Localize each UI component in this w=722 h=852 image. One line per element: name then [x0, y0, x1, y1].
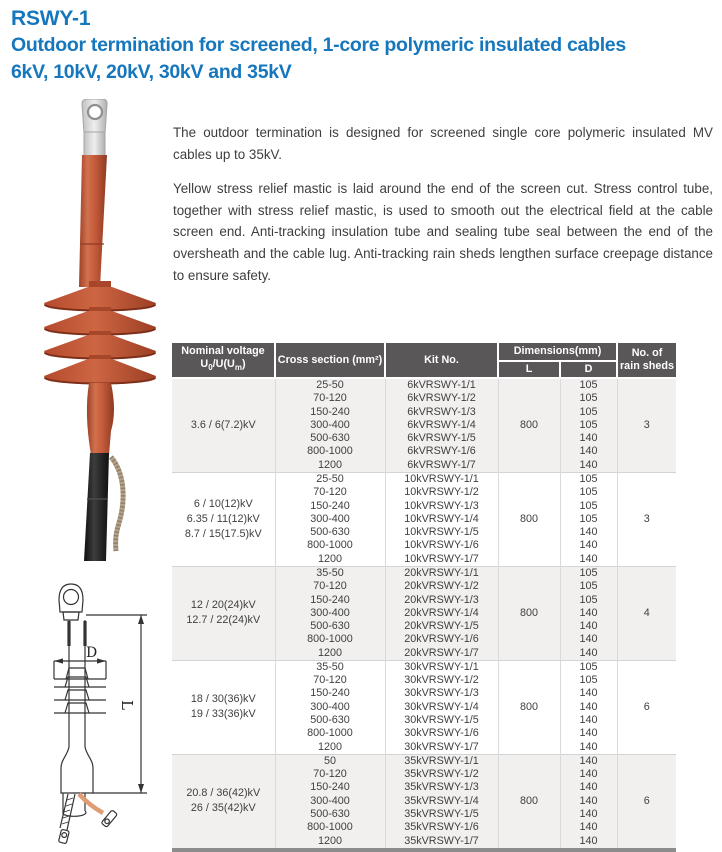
cell-length-l: 800 — [498, 472, 560, 566]
cell-diameter-d: 140 — [560, 808, 617, 821]
rain-sheds-photo — [44, 281, 156, 385]
cell-nominal-voltage: 12 / 20(24)kV 12.7 / 22(24)kV — [172, 566, 275, 660]
col-header-rain-sheds: No. of rain sheds — [617, 342, 676, 378]
cell-diameter-d: 140 — [560, 727, 617, 740]
cell-kit-no: 30kVRSWY-1/4 — [385, 701, 498, 714]
cell-diameter-d: 105 — [560, 566, 617, 580]
cell-diameter-d: 140 — [560, 633, 617, 646]
cell-cross-section: 300-400 — [275, 419, 385, 432]
cell-cross-section: 800-1000 — [275, 445, 385, 458]
product-description — [173, 122, 713, 286]
cell-rain-sheds-count: 3 — [617, 378, 676, 472]
cell-cross-section: 150-240 — [275, 781, 385, 794]
cell-cross-section: 25-50 — [275, 378, 385, 392]
cell-kit-no: 10kVRSWY-1/3 — [385, 500, 498, 513]
cell-kit-no: 6kVRSWY-1/6 — [385, 445, 498, 458]
dimensional-drawing-graphic — [10, 562, 160, 850]
lug-hole — [88, 105, 102, 119]
cell-cross-section: 300-400 — [275, 795, 385, 808]
voltage-group-3 — [172, 566, 676, 660]
cable-lug-photo — [82, 99, 107, 156]
cell-diameter-d: 140 — [560, 795, 617, 808]
cell-rain-sheds-count: 4 — [617, 566, 676, 660]
col-header-dimensions: Dimensions(mm) — [498, 342, 617, 361]
cell-kit-no: 30kVRSWY-1/2 — [385, 674, 498, 687]
technical-drawing — [10, 562, 160, 850]
cell-cross-section: 70-120 — [275, 674, 385, 687]
cell-cross-section: 500-630 — [275, 432, 385, 445]
cell-cross-section: 500-630 — [275, 714, 385, 727]
cell-diameter-d: 105 — [560, 674, 617, 687]
cell-kit-no: 35kVRSWY-1/6 — [385, 821, 498, 834]
dim-l-line — [86, 615, 147, 793]
cell-cross-section: 1200 — [275, 459, 385, 473]
description-paragraph-2: Yellow stress relief mastic is laid around the end of the screen cut. Stress control tube, together with stress relief mastic, is used to smooth out the electrical field at the cable screen end. Anti-tracking insulation tube and sealing tube seal between the end of the oversheath and the cable lug. Anti-tracking rain sheds lengthen surface creepage distance to ensure safety. — [173, 181, 713, 283]
anti-tracking-tube — [79, 155, 107, 297]
cell-kit-no: 20kVRSWY-1/3 — [385, 594, 498, 607]
cell-cross-section: 70-120 — [275, 392, 385, 405]
cell-cross-section: 1200 — [275, 835, 385, 850]
cell-cross-section: 150-240 — [275, 594, 385, 607]
cell-kit-no: 10kVRSWY-1/6 — [385, 539, 498, 552]
cell-kit-no: 30kVRSWY-1/5 — [385, 714, 498, 727]
col-header-diameter: D — [560, 361, 617, 378]
cell-length-l: 800 — [498, 754, 560, 849]
cell-kit-no: 6kVRSWY-1/1 — [385, 378, 498, 392]
cell-cross-section: 1200 — [275, 647, 385, 661]
table-row — [172, 378, 676, 392]
cell-cross-section: 300-400 — [275, 607, 385, 620]
page-header — [11, 5, 716, 86]
table-row — [172, 472, 676, 486]
cell-cross-section: 800-1000 — [275, 727, 385, 740]
cell-kit-no: 20kVRSWY-1/6 — [385, 633, 498, 646]
cell-kit-no: 20kVRSWY-1/5 — [385, 620, 498, 633]
cell-cross-section: 800-1000 — [275, 821, 385, 834]
col-header-length: L — [498, 361, 560, 378]
cell-kit-no: 10kVRSWY-1/4 — [385, 513, 498, 526]
cell-diameter-d: 140 — [560, 607, 617, 620]
cell-cross-section: 70-120 — [275, 580, 385, 593]
cell-nominal-voltage: 6 / 10(12)kV 6.35 / 11(12)kV 8.7 / 15(17.5)kV — [172, 472, 275, 566]
cell-rain-sheds-count: 6 — [617, 754, 676, 849]
cell-diameter-d: 105 — [560, 594, 617, 607]
cell-diameter-d: 140 — [560, 754, 617, 768]
cell-length-l: 800 — [498, 566, 560, 660]
dim-l-label: L — [118, 700, 136, 710]
cell-diameter-d: 140 — [560, 526, 617, 539]
cell-cross-section: 50 — [275, 754, 385, 768]
cell-kit-no: 20kVRSWY-1/7 — [385, 647, 498, 661]
cell-cross-section: 35-50 — [275, 566, 385, 580]
cell-nominal-voltage: 20.8 / 36(42)kV 26 / 35(42)kV — [172, 754, 275, 849]
cell-cross-section: 150-240 — [275, 500, 385, 513]
voltage-group-5 — [172, 754, 676, 849]
col-header-nominal-voltage: Nominal voltage $U_0/U(U_m)$ — [172, 342, 275, 378]
cell-diameter-d: 140 — [560, 620, 617, 633]
termination-photo-graphic — [18, 99, 160, 561]
cell-kit-no: 10kVRSWY-1/7 — [385, 553, 498, 567]
cell-cross-section: 800-1000 — [275, 539, 385, 552]
cell-cross-section: 25-50 — [275, 472, 385, 486]
cell-cross-section: 300-400 — [275, 513, 385, 526]
earth-braid-photo — [111, 457, 123, 551]
cell-cross-section: 150-240 — [275, 406, 385, 419]
cell-kit-no: 30kVRSWY-1/1 — [385, 660, 498, 674]
cell-diameter-d: 140 — [560, 821, 617, 834]
cell-diameter-d: 105 — [560, 486, 617, 499]
cell-kit-no: 35kVRSWY-1/1 — [385, 754, 498, 768]
cell-kit-no: 30kVRSWY-1/3 — [385, 687, 498, 700]
cell-kit-no: 6kVRSWY-1/2 — [385, 392, 498, 405]
cell-cross-section: 70-120 — [275, 486, 385, 499]
cell-cross-section: 1200 — [275, 553, 385, 567]
cell-kit-no: 6kVRSWY-1/7 — [385, 459, 498, 473]
cell-length-l: 800 — [498, 378, 560, 472]
table-row — [172, 754, 676, 768]
cell-diameter-d: 140 — [560, 701, 617, 714]
page-subtitle-voltages: 6kV, 10kV, 20kV, 30kV and 35kV — [11, 61, 292, 83]
cable-oversheath-photo — [84, 453, 109, 561]
cell-cross-section: 500-630 — [275, 808, 385, 821]
cell-kit-no: 20kVRSWY-1/2 — [385, 580, 498, 593]
cell-diameter-d: 105 — [560, 378, 617, 392]
cell-nominal-voltage: 3.6 / 6(7.2)kV — [172, 378, 275, 472]
cell-cross-section: 500-630 — [275, 620, 385, 633]
col-header-cross-section: Cross section (mm²) — [275, 342, 385, 378]
cell-rain-sheds-count: 6 — [617, 660, 676, 754]
cell-diameter-d: 140 — [560, 781, 617, 794]
cell-diameter-d: 105 — [560, 406, 617, 419]
cell-kit-no: 10kVRSWY-1/5 — [385, 526, 498, 539]
col-header-kit-no: Kit No. — [385, 342, 498, 378]
specification-table — [172, 341, 676, 852]
cell-kit-no: 6kVRSWY-1/4 — [385, 419, 498, 432]
cell-diameter-d: 140 — [560, 459, 617, 473]
cell-diameter-d: 105 — [560, 580, 617, 593]
cell-diameter-d: 105 — [560, 392, 617, 405]
cell-diameter-d: 105 — [560, 513, 617, 526]
cell-diameter-d: 140 — [560, 714, 617, 727]
cell-cross-section: 800-1000 — [275, 633, 385, 646]
voltage-group-2 — [172, 472, 676, 566]
voltage-group-4 — [172, 660, 676, 754]
cell-kit-no: 35kVRSWY-1/7 — [385, 835, 498, 850]
cell-diameter-d: 105 — [560, 419, 617, 432]
dim-d-label: D — [86, 645, 98, 661]
cell-diameter-d: 140 — [560, 539, 617, 552]
product-photo — [18, 99, 160, 561]
cell-cross-section: 500-630 — [275, 526, 385, 539]
cell-kit-no: 35kVRSWY-1/4 — [385, 795, 498, 808]
cell-diameter-d: 140 — [560, 741, 617, 755]
cell-diameter-d: 105 — [560, 500, 617, 513]
cell-kit-no: 30kVRSWY-1/7 — [385, 741, 498, 755]
cell-kit-no: 35kVRSWY-1/2 — [385, 768, 498, 781]
cell-diameter-d: 140 — [560, 835, 617, 850]
table-row — [172, 566, 676, 580]
cell-rain-sheds-count: 3 — [617, 472, 676, 566]
cell-kit-no: 6kVRSWY-1/5 — [385, 432, 498, 445]
cell-diameter-d: 105 — [560, 472, 617, 486]
cell-cross-section: 35-50 — [275, 660, 385, 674]
cell-length-l: 800 — [498, 660, 560, 754]
cell-diameter-d: 140 — [560, 445, 617, 458]
cell-diameter-d: 140 — [560, 687, 617, 700]
cell-kit-no: 20kVRSWY-1/4 — [385, 607, 498, 620]
cell-diameter-d: 140 — [560, 768, 617, 781]
cell-diameter-d: 105 — [560, 660, 617, 674]
cell-kit-no: 35kVRSWY-1/5 — [385, 808, 498, 821]
cell-kit-no: 6kVRSWY-1/3 — [385, 406, 498, 419]
cell-nominal-voltage: 18 / 30(36)kV 19 / 33(36)kV — [172, 660, 275, 754]
page-title: Outdoor termination for screened, 1-core polymeric insulated cables — [11, 34, 626, 56]
cell-kit-no: 35kVRSWY-1/3 — [385, 781, 498, 794]
cell-cross-section: 1200 — [275, 741, 385, 755]
stress-control-section — [87, 383, 114, 455]
table-row — [172, 660, 676, 674]
cell-kit-no: 30kVRSWY-1/6 — [385, 727, 498, 740]
cell-kit-no: 10kVRSWY-1/2 — [385, 486, 498, 499]
cell-kit-no: 20kVRSWY-1/1 — [385, 566, 498, 580]
cell-kit-no: 10kVRSWY-1/1 — [385, 472, 498, 486]
rain-sheds-drawing — [54, 661, 106, 713]
cell-cross-section: 150-240 — [275, 687, 385, 700]
cable-lug-drawing — [59, 584, 83, 620]
product-code-title: RSWY-1 — [11, 7, 91, 30]
cell-diameter-d: 140 — [560, 647, 617, 661]
voltage-group-1 — [172, 378, 676, 472]
cell-cross-section: 70-120 — [275, 768, 385, 781]
earth-braid-drawing — [58, 794, 75, 844]
cell-cross-section: 300-400 — [275, 701, 385, 714]
cell-diameter-d: 140 — [560, 553, 617, 567]
cell-diameter-d: 140 — [560, 432, 617, 445]
description-paragraph-1: The outdoor termination is designed for screened single core polymeric insulated MV cables up to 35kV. — [173, 125, 713, 162]
